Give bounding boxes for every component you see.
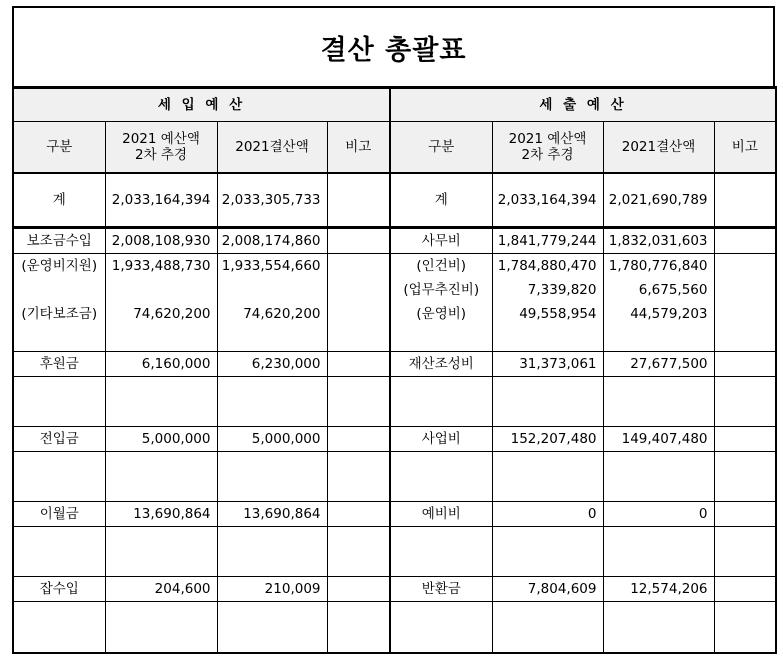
col-header-category: 구분 <box>13 122 105 174</box>
row-label: 후원금 <box>13 352 105 377</box>
row-budget: 7,339,820 <box>527 282 597 298</box>
row-actual: 149,407,480 <box>603 427 714 452</box>
row-note <box>327 577 390 602</box>
expenditure-column-header-row <box>390 122 776 174</box>
row-budget: 13,690,864 <box>105 502 217 527</box>
blank-row <box>390 452 776 502</box>
row-note <box>714 352 776 377</box>
row-budget-group <box>105 254 217 352</box>
row-label-group <box>13 254 105 352</box>
blank-row <box>13 452 390 502</box>
row-actual: 6,230,000 <box>217 352 327 377</box>
col-header-category: 구분 <box>390 122 492 174</box>
row-note <box>327 352 390 377</box>
table-row <box>13 352 390 377</box>
revenue-section-title: 세 입 예 산 <box>13 88 390 122</box>
total-note <box>327 173 390 228</box>
row-actual: 1,780,776,840 <box>608 258 708 274</box>
row-budget: 1,784,880,470 <box>497 258 597 274</box>
row-note <box>327 228 390 254</box>
col-header-actual: 2021결산액 <box>603 122 714 174</box>
row-label: 전입금 <box>13 427 105 452</box>
row-budget: 2,008,108,930 <box>105 228 217 254</box>
row-budget: 49,558,954 <box>519 306 597 322</box>
row-label: 재산조성비 <box>390 352 492 377</box>
row-label: 사무비 <box>390 228 492 254</box>
col-header-note: 비고 <box>714 122 776 174</box>
row-budget-group <box>492 254 603 352</box>
budget-header-line2: 2차 추경 <box>521 147 574 163</box>
row-actual: 13,690,864 <box>217 502 327 527</box>
expenditure-table <box>389 86 777 654</box>
row-actual-group <box>603 254 714 352</box>
table-row <box>390 502 776 527</box>
table-row <box>390 228 776 254</box>
row-actual: 1,933,554,660 <box>221 258 321 274</box>
row-label: (운영비지원) <box>21 258 98 274</box>
row-actual: 5,000,000 <box>217 427 327 452</box>
table-row <box>13 427 390 452</box>
row-budget <box>106 278 211 302</box>
row-actual: 0 <box>603 502 714 527</box>
row-label-group <box>390 254 492 352</box>
revenue-total-row <box>13 173 390 228</box>
table-row <box>390 352 776 377</box>
row-budget: 1,841,779,244 <box>492 228 603 254</box>
row-note <box>327 427 390 452</box>
row-label <box>14 278 105 302</box>
row-note <box>714 228 776 254</box>
row-label: 사업비 <box>390 427 492 452</box>
row-label: 이월금 <box>13 502 105 527</box>
row-actual: 210,009 <box>217 577 327 602</box>
row-budget: 152,207,480 <box>492 427 603 452</box>
row-actual: 27,677,500 <box>603 352 714 377</box>
blank-row <box>390 527 776 577</box>
table-row <box>390 427 776 452</box>
row-label: 반환금 <box>390 577 492 602</box>
total-label: 계 <box>13 173 105 228</box>
row-budget: 7,804,609 <box>492 577 603 602</box>
revenue-section-header <box>13 88 390 122</box>
row-actual: 1,832,031,603 <box>603 228 714 254</box>
row-budget: 74,620,200 <box>133 306 211 322</box>
row-label: (인건비) <box>416 258 467 274</box>
table-row <box>13 502 390 527</box>
blank-row <box>390 377 776 427</box>
table-row <box>13 577 390 602</box>
expenditure-section-header <box>390 88 776 122</box>
col-header-note: 비고 <box>327 122 390 174</box>
total-budget: 2,033,164,394 <box>105 173 217 228</box>
expenditure-panel <box>389 86 775 654</box>
row-note <box>714 427 776 452</box>
row-budget: 0 <box>492 502 603 527</box>
col-header-budget <box>492 122 603 174</box>
blank-row <box>13 527 390 577</box>
row-note <box>714 577 776 602</box>
blank-row <box>13 377 390 427</box>
row-label: 예비비 <box>390 502 492 527</box>
row-actual <box>218 278 321 302</box>
row-budget: 31,373,061 <box>492 352 603 377</box>
total-label: 계 <box>390 173 492 228</box>
col-header-budget <box>105 122 217 174</box>
revenue-panel <box>12 86 389 654</box>
budget-header-line1: 2021 예산액 <box>508 130 587 147</box>
row-note <box>714 502 776 527</box>
row-budget: 5,000,000 <box>105 427 217 452</box>
row-actual: 6,675,560 <box>638 282 708 298</box>
row-budget: 204,600 <box>105 577 217 602</box>
settlement-summary-page <box>12 6 775 652</box>
row-actual: 2,008,174,860 <box>217 228 327 254</box>
total-budget: 2,033,164,394 <box>492 173 603 228</box>
row-label: (운영비) <box>416 306 467 322</box>
row-actual: 74,620,200 <box>243 306 321 322</box>
row-actual: 12,574,206 <box>603 577 714 602</box>
table-row-group <box>390 254 776 352</box>
row-label: (업무추진비) <box>403 282 480 298</box>
total-actual: 2,021,690,789 <box>603 173 714 228</box>
blank-row <box>390 602 776 654</box>
row-budget: 1,933,488,730 <box>111 258 211 274</box>
total-actual: 2,033,305,733 <box>217 173 327 228</box>
expenditure-total-row <box>390 173 776 228</box>
table-row-group <box>13 254 390 352</box>
expenditure-section-title: 세 출 예 산 <box>390 88 776 122</box>
revenue-table <box>12 86 391 654</box>
revenue-column-header-row <box>13 122 390 174</box>
row-label: 잡수입 <box>13 577 105 602</box>
row-actual: 44,579,203 <box>630 306 708 322</box>
row-note <box>714 254 776 352</box>
blank-row <box>13 602 390 654</box>
row-note <box>327 254 390 352</box>
row-label: (기타보조금) <box>21 306 98 322</box>
page-title: 결산 총괄표 <box>12 6 775 86</box>
total-note <box>714 173 776 228</box>
table-row <box>13 228 390 254</box>
row-label: 보조금수입 <box>13 228 105 254</box>
budget-header-line1: 2021 예산액 <box>122 130 200 147</box>
table-row <box>390 577 776 602</box>
row-actual-group <box>217 254 327 352</box>
col-header-actual: 2021결산액 <box>217 122 327 174</box>
row-budget: 6,160,000 <box>105 352 217 377</box>
row-note <box>327 502 390 527</box>
budget-header-line2: 2차 추경 <box>134 147 187 163</box>
